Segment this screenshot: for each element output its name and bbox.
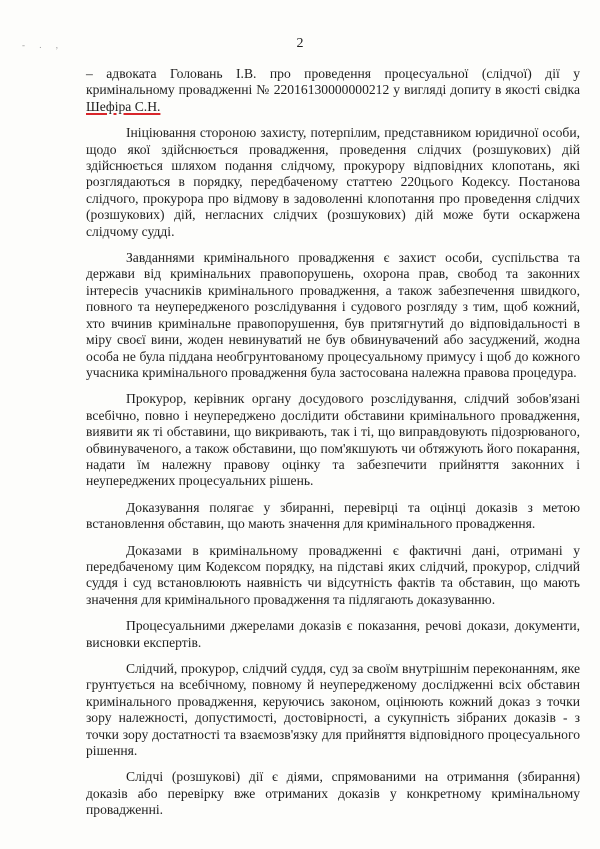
paragraph-2: Ініціювання стороною захисту, потерпілим, представником юридичної особи, щодо якої здійснюється провадження, проведення слідчих (розшукових) дій здійснюється шляхом подання слідчому, прокурору відповідних клопотань, які розглядаються в порядку, передбаченому статтею 220цього Кодексу. Постанова слідчого, прокурора про відмову в задоволенні клопотання про проведення слідчих (розшукових) дій, негласних слідчих (розшукових) дій може бути оскаржена слідчому судді. — [86, 125, 580, 239]
paragraph-9: Слідчі (розшукові) дії є діями, спрямованими на отримання (збирання) доказів або перевірку вже отриманих доказів у конкретному кримінальному провадженні. — [86, 769, 580, 818]
paragraph-1 — [86, 66, 580, 115]
paragraph-8: Слідчий, прокурор, слідчий суддя, суд за своїм внутрішнім переконанням, яке грунтується на всебічному, повному й неупередженому дослідженні всіх обставин кримінального провадження, керуючись законом, оцінюють кожний доказ з точки зору належності, допустимості, достовірності, а сукупність зібраних доказів - з точки зору достатності та взаємозв'язку для прийняття відповідного процесуального рішення. — [86, 661, 580, 759]
paragraph-1-text: – адвоката Головань І.В. про проведення процесуальної (слідчої) дії у кримінальному провадженні № 22016130000000212 у вигляді допиту в якості свідка — [86, 66, 580, 98]
page-number: 2 — [296, 36, 304, 51]
highlighted-witness-name: Шефіра С.Н. — [86, 98, 161, 114]
paragraph-5: Доказування полягає у збиранні, перевірці та оцінці доказів з метою встановлення обставин, що мають значення для кримінального провадження. — [86, 499, 580, 532]
paragraph-6: Доказами в кримінальному провадженні є фактичні дані, отримані у передбаченому цим Кодексом порядку, на підставі яких слідчий, прокурор, слідчий суддя і суд встановлюють наявність чи відсутність фактів та обставин, що мають значення для кримінального провадження та підлягають доказуванню. — [86, 542, 580, 607]
paragraph-4: Прокурор, керівник органу досудового розслідування, слідчий зобов'язані всебічно, повно і неупереджено дослідити обставини кримінального провадження, виявити як ті обставини, що викривають, так і ті, що виправдовують підозрюваного, обвинуваченого, а також обставини, що пом'якшують чи обтяжують його покарання, надати їм належну правову оцінку та забезпечити прийняття законних і неупереджених процесуальних рішень. — [86, 391, 580, 489]
document-body — [86, 66, 580, 819]
paragraph-3: Завданнями кримінального провадження є захист особи, суспільства та держави від кримінальних правопорушень, охорона прав, свобод та законних інтересів учасників кримінального провадження, а також забезпечення швидкого, повного та неупередженого розслідування і судового розгляду з тим, щоб кожний, хто вчинив кримінальне правопорушення, був притягнутий до відповідальності в міру своєї вини, жоден невинуватий не був обвинувачений або засуджений, жодна особа не була піддана необгрунтованому процесуальному примусу і щоб до кожного учасника кримінального провадження була застосована належна правова процедура. — [86, 250, 580, 380]
scan-specks: - . , — [22, 40, 64, 50]
paragraph-7: Процесуальними джерелами доказів є показання, речові докази, документи, висновки експертів. — [86, 618, 580, 650]
